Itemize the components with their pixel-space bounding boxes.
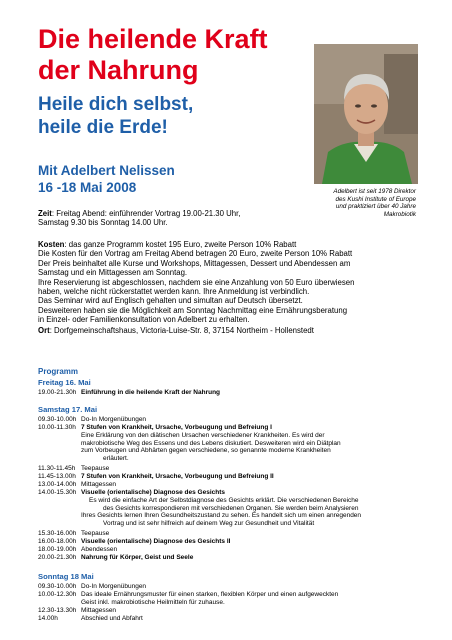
page-subtitle: Heile dich selbst, heile die Erde! [38, 94, 194, 138]
presenter-line: Mit Adelbert Nelissen [38, 163, 175, 178]
event-dates: 16 -18 Mai 2008 [38, 180, 137, 195]
programm-heading: Programm [38, 367, 79, 376]
presenter-photo [314, 44, 418, 184]
session-description: Es wird die einfache Art der Selbstdiagnose des Gesichts erklärt. Die verschiedenen Bereiche des Gesichts korrespondieren mit verschiedenen Organen. Sie werden beim Analysieren Ihres Gesichts lernen Ihren Gesundheitszustand zu sehen. Es handelt sich um einen anregenden Vortrag und ist sehr hilfreich auf deinem Weg zur Gesundheit und Vitalität [81, 497, 362, 528]
zeit-block: Zeit: Freitag Abend: einführender Vortrag 19.00-21.30 Uhr, Samstag 9.30 bis Sonntag 14.00 Uhr. [38, 209, 241, 228]
kosten-label: Kosten [38, 240, 65, 249]
photo-caption: Adelbert ist seit 1978 Direktor des Kushi Institute of Europe und praktiziert über 40 Jahre Makrobiotik [333, 188, 416, 218]
session-description: Geist inkl. makrobiotische Heilmitteln für zuhause. [81, 599, 225, 606]
session-description: Eine Erklärung von den diätischen Ursachen verschiedener Krankheiten. Es wird der makrobiotische Weg des Essens und des Lebens diskutiert. Desweiteren wird ein Diätplan zum Vorbeugen und Abhärten gegen verschiedene, so genannte moderne Krankheiten erläutert. [81, 432, 341, 463]
sunday-heading: Sonntag 18 Mai [38, 572, 94, 581]
kosten-block: Kosten: das ganze Programm kostet 195 Euro, zweite Person 10% Rabatt Die Kosten für den Vortrag am Freitag Abend betragen 20 Euro, zweite Person 10% Rabatt Der Preis beinhaltet alle Kurse und Workshops, Mittagessen, Dessert und Abendessen am Samstag und ein Mittagessen am Sonntag. Ihre Reservierung ist abgeschlossen, nachdem sie eine Anzahlung von 50 Euro überwiesen haben, welche nicht rückerstattet werden kann. Ihre Anmeldung ist verbindlich. Das Seminar wird auf Englisch gehalten und simultan auf Deutsch übersetzt. Desweiteren haben sie die Möglichkeit am Sonntag Nachmittag eine Ernährungsberatung in Einzel- oder Familienkonsultation von Adelbert zu erhalten. [38, 240, 355, 325]
zeit-label: Zeit [38, 209, 52, 218]
friday-heading: Freitag 16. Mai [38, 378, 91, 387]
page-title: Die heilende Kraft der Nahrung [38, 24, 268, 85]
ort-label: Ort [38, 326, 50, 335]
ort-block: Ort: Dorfgemeinschaftshaus, Victoria-Luise-Str. 8, 37154 Northeim - Hollenstedt [38, 326, 314, 335]
saturday-heading: Samstag 17. Mai [38, 405, 98, 414]
